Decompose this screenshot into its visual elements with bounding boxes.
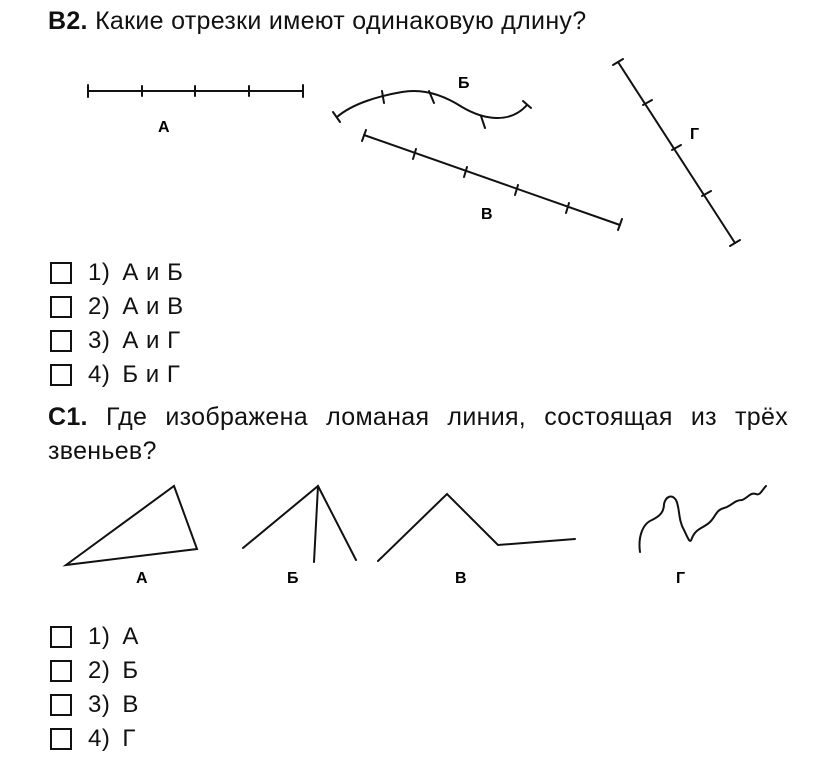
answer-option	[50, 654, 139, 688]
answer-checkbox[interactable]	[50, 626, 72, 648]
question-text: Где изображена ломаная линия, состоящая из трёх	[105, 403, 789, 431]
answer-checkbox[interactable]	[50, 330, 72, 352]
option-text: Б	[122, 657, 139, 684]
option-text: В	[122, 691, 139, 718]
question-line-1	[48, 400, 788, 434]
answer-checkbox[interactable]	[50, 262, 72, 284]
answer-checkbox[interactable]	[50, 660, 72, 682]
option-number: 4)	[88, 361, 111, 388]
option-text: Г	[122, 725, 136, 752]
label-segment-a: А	[158, 119, 170, 136]
question-line-2: звеньев?	[48, 437, 157, 465]
answer-checkbox[interactable]	[50, 694, 72, 716]
answer-checkbox[interactable]	[50, 364, 72, 386]
option-number: 1)	[88, 623, 111, 650]
option-number: 4)	[88, 725, 111, 752]
answer-option	[50, 688, 139, 722]
figure-b	[243, 486, 356, 562]
label-segment-g: Г	[690, 126, 700, 143]
label-polyline-v: В	[455, 570, 467, 587]
segment-a	[88, 85, 303, 97]
question-c1-title	[48, 400, 788, 468]
c1-answer-options	[50, 620, 139, 756]
c1-polylines-figure	[0, 478, 829, 588]
curve-b	[333, 91, 531, 128]
answer-option	[50, 290, 184, 324]
polyline-v	[378, 494, 575, 561]
option-number: 3)	[88, 327, 111, 354]
label-triangle-a: А	[136, 570, 148, 587]
label-segment-v: В	[481, 206, 493, 223]
option-text: А	[122, 623, 139, 650]
option-number: 2)	[88, 293, 111, 320]
answer-option	[50, 620, 139, 654]
answer-option	[50, 324, 184, 358]
option-number: 3)	[88, 691, 111, 718]
b2-segments-figure	[0, 0, 829, 260]
answer-option	[50, 256, 184, 290]
label-wavy-line-g: Г	[676, 570, 686, 587]
option-text: А и Г	[122, 327, 181, 354]
segment-g	[613, 59, 740, 246]
b2-answer-options	[50, 256, 184, 392]
wavy-line-g	[640, 486, 767, 552]
answer-checkbox[interactable]	[50, 728, 72, 750]
option-number: 1)	[88, 259, 111, 286]
option-text: А и Б	[122, 259, 184, 286]
label-figure-b: Б	[287, 570, 299, 587]
option-text: Б и Г	[122, 361, 181, 388]
label-curve-b: Б	[458, 75, 470, 92]
answer-checkbox[interactable]	[50, 296, 72, 318]
question-text: Какие отрезки имеют одинаковую длину?	[95, 7, 587, 35]
question-number: С1.	[48, 403, 88, 431]
question-number: B2.	[48, 7, 88, 35]
option-text: А и В	[122, 293, 184, 320]
answer-option	[50, 358, 184, 392]
answer-option	[50, 722, 139, 756]
option-number: 2)	[88, 657, 111, 684]
triangle-a	[66, 486, 197, 565]
